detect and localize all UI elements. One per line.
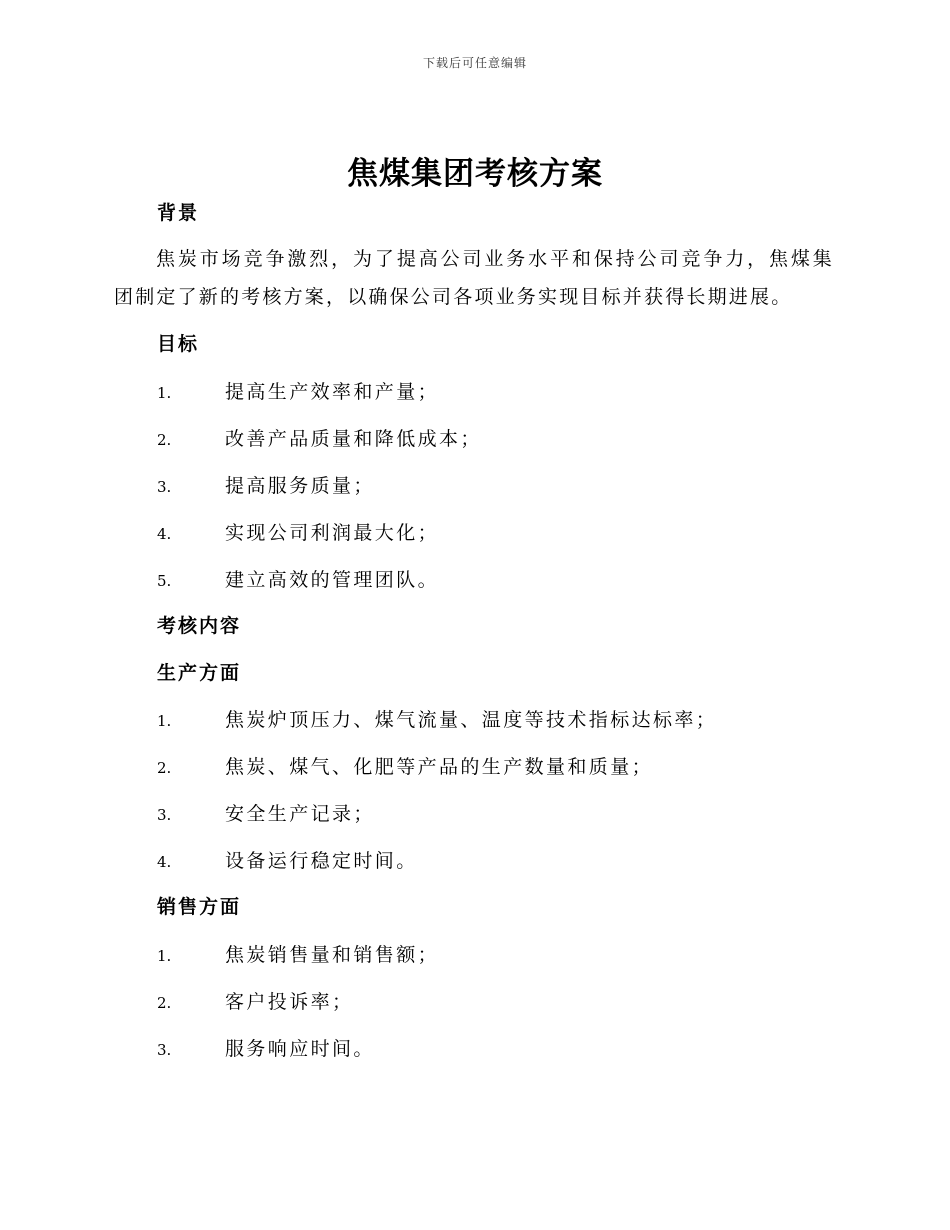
list-item [157, 518, 439, 548]
list-item [157, 705, 717, 735]
list-number: 3. [157, 478, 172, 496]
list-text: 提高生产效率和产量； [225, 381, 440, 403]
list-number: 3. [157, 1041, 172, 1059]
list-text: 改善产品质量和降低成本； [225, 428, 482, 450]
section-heading-content: 考核内容 [157, 615, 242, 637]
list-item [157, 424, 482, 454]
list-item [157, 799, 375, 829]
list-item [157, 752, 653, 782]
list-number: 4. [157, 853, 172, 871]
page-header-note: 下载后可任意编辑 [422, 56, 527, 70]
list-text: 设备运行稳定时间。 [225, 850, 418, 872]
list-number: 1. [157, 947, 172, 965]
list-number: 2. [157, 431, 172, 449]
subsection-heading-sales: 销售方面 [157, 896, 242, 918]
list-number: 2. [157, 994, 172, 1012]
list-text: 焦炭炉顶压力、煤气流量、温度等技术指标达标率； [225, 709, 718, 731]
list-text: 焦炭、煤气、化肥等产品的生产数量和质量； [225, 756, 654, 778]
list-item [157, 471, 375, 501]
list-text: 实现公司利润最大化； [225, 522, 440, 544]
list-number: 4. [157, 525, 172, 543]
section-heading-goals: 目标 [157, 333, 200, 355]
list-number: 2. [157, 759, 172, 777]
list-number: 1. [157, 384, 172, 402]
list-text: 焦炭销售量和销售额； [225, 944, 440, 966]
background-paragraph: 焦炭市场竞争激烈，为了提高公司业务水平和保持公司竞争力，焦煤集团制定了新的考核方案，以确保公司各项业务实现目标并获得长期进展。 [114, 248, 834, 308]
list-item [157, 565, 439, 595]
list-number: 1. [157, 712, 172, 730]
list-text: 服务响应时间。 [225, 1038, 375, 1060]
subsection-heading-production: 生产方面 [157, 662, 242, 684]
list-text: 安全生产记录； [225, 803, 375, 825]
list-text: 客户投诉率； [225, 991, 354, 1013]
list-item [157, 1034, 375, 1064]
list-text: 建立高效的管理团队。 [225, 569, 440, 591]
list-item [157, 846, 418, 876]
list-item [157, 377, 439, 407]
list-number: 3. [157, 806, 172, 824]
list-number: 5. [157, 572, 172, 590]
section-heading-background: 背景 [157, 202, 200, 224]
list-item [157, 987, 353, 1017]
list-text: 提高服务质量； [225, 475, 375, 497]
document-title: 焦煤集团考核方案 [347, 156, 603, 192]
list-item [157, 940, 439, 970]
